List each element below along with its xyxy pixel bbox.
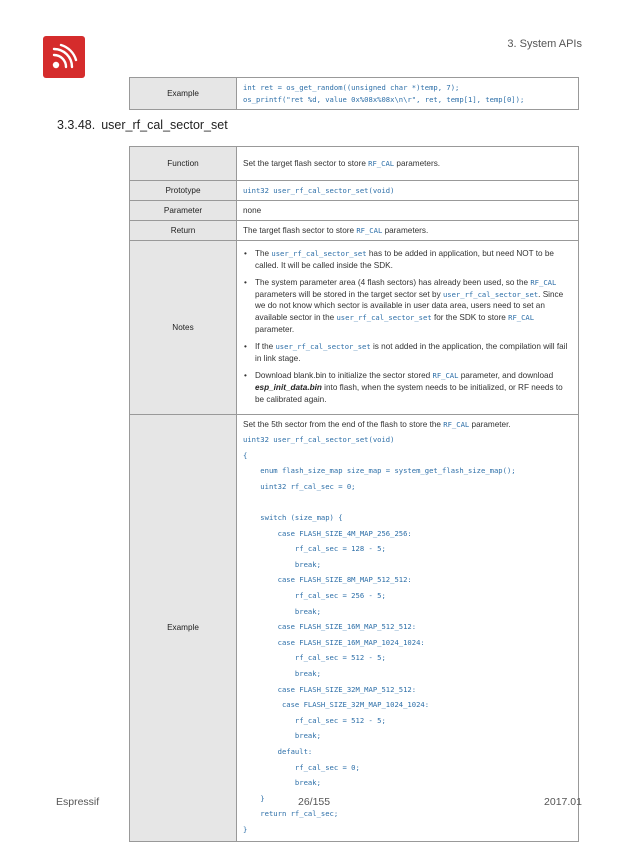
example-code	[237, 78, 579, 110]
return-value	[237, 221, 579, 241]
parameter-row	[130, 201, 579, 221]
text: . Since we do not know which sector is available in user data area, users need to set an available sector in the	[255, 289, 564, 322]
list-item	[255, 248, 572, 271]
inline-code: RF_CAL	[356, 226, 383, 235]
inline-code: RF_CAL	[432, 371, 459, 381]
list-item	[255, 370, 572, 405]
prototype-row	[130, 181, 579, 201]
text: Set the target flash sector to store	[243, 159, 369, 168]
text: for the SDK to store	[431, 312, 509, 322]
function-label: Function	[130, 147, 237, 181]
text: Set the 5th sector from the end of the flash to store the	[243, 420, 444, 430]
inline-code: user_rf_cal_sector_set	[442, 289, 539, 299]
text: Download blank.bin to initialize the sector stored	[255, 371, 433, 381]
prototype-label: Prototype	[130, 181, 237, 201]
text: parameter.	[255, 324, 295, 334]
section-title: user_rf_cal_sector_set	[101, 118, 228, 132]
inline-code: RF_CAL	[530, 278, 557, 288]
example-code-block: uint32 user_rf_cal_sector_set(void) { enum flash_size_map size_map = system_get_flash_size_map(); uint32 rf_cal_sec = 0; switch (size_map) { case FLASH_SIZE_4M_MAP_256_256: rf_cal_sec = 128 - 5; break; case FLASH_SIZE_8M_MAP_512_512: rf_cal_sec = 256 - 5; break; case FLASH_SIZE_16M_MAP_512_512: case FLASH_SIZE_16M_MAP_1024_1024: rf_cal_sec = 512 - 5; break; case FLASH_SIZE_32M_MAP_512_512: case FLASH_SIZE_32M_MAP_1024_1024: rf_cal_sec = 512 - 5; break; default: rf_cal_sec = 0; break; } return rf_cal_sec; }	[243, 435, 516, 834]
chapter-title: 3. System APIs	[507, 38, 582, 50]
function-value	[237, 147, 579, 181]
text: The target flash sector to store	[243, 226, 357, 235]
footer-company: Espressif	[56, 796, 100, 808]
text: If the	[255, 342, 276, 352]
list-item	[255, 341, 572, 364]
function-row	[130, 147, 579, 181]
inline-code: user_rf_cal_sector_set	[275, 342, 371, 352]
bold-filename: esp_init_data.bin	[255, 382, 322, 392]
inline-code: RF_CAL	[368, 159, 395, 168]
section-heading	[57, 118, 228, 132]
prototype-value	[237, 181, 579, 201]
api-table	[129, 146, 579, 842]
section-number: 3.3.48.	[57, 118, 96, 132]
text: has to be added in application, but need NOT to be called. It will be called inside the SDK.	[255, 249, 554, 270]
example-label: Example	[130, 415, 237, 841]
inline-code: uint32 user_rf_cal_sector_set(void)	[243, 186, 395, 195]
code-line: int ret = os_get_random((unsigned char *)temp, 7);	[243, 82, 460, 92]
parameter-label: Parameter	[130, 201, 237, 221]
inline-code: RF_CAL	[443, 420, 470, 430]
text: parameter.	[469, 420, 511, 430]
text: The	[255, 249, 272, 258]
inline-code: RF_CAL	[508, 312, 535, 322]
inline-code: user_rf_cal_sector_set	[336, 312, 432, 322]
example-value	[237, 415, 579, 841]
top-example-table	[129, 77, 579, 110]
text: is not added in the application, the compilation will fail in link stage.	[255, 342, 568, 363]
text: parameters.	[382, 226, 429, 235]
example-intro	[243, 419, 572, 430]
text: parameters will be stored in the target sector set by	[255, 289, 443, 299]
notes-row	[130, 241, 579, 415]
example-row	[130, 415, 579, 841]
inline-code: user_rf_cal_sector_set	[271, 249, 367, 258]
notes-value	[237, 241, 579, 415]
notes-label: Notes	[130, 241, 237, 415]
footer-date: 2017.01	[544, 796, 582, 808]
notes-list	[243, 248, 572, 405]
text: The system parameter area (4 flash sectors) has already been used, so the	[255, 278, 531, 288]
text: parameters.	[394, 159, 441, 168]
list-item	[255, 277, 572, 335]
text: parameter, and download	[458, 371, 554, 381]
example-label: Example	[130, 78, 237, 110]
return-label: Return	[130, 221, 237, 241]
code-line: os_printf("ret %d, value 0x%08x%08x\n\r", ret, temp[1], temp[0]);	[243, 94, 525, 104]
espressif-logo	[43, 36, 85, 78]
parameter-value: none	[237, 201, 579, 221]
return-row	[130, 221, 579, 241]
footer-page-number: 26/155	[298, 796, 331, 808]
text: into flash, when the system needs to be initialized, or RF needs to be calibrated again.	[255, 382, 563, 404]
